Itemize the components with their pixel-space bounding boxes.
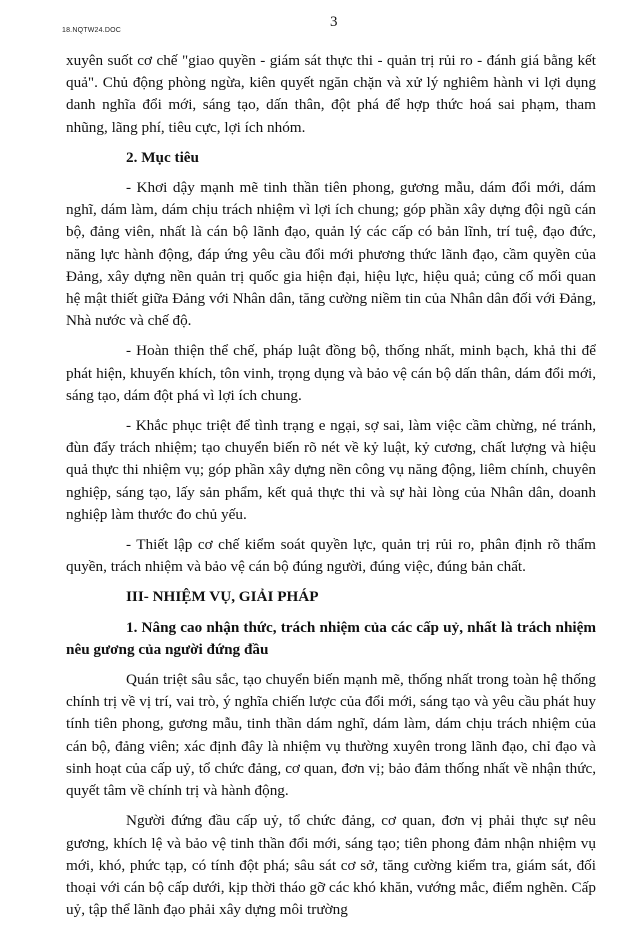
paragraph-continuation: xuyên suốt cơ chế "giao quyền - giám sát thực thi - quản trị rủi ro - đánh giá bằng kết quả". Chủ động phòng ngừa, kiên quyết ngăn chặn và xử lý nghiêm hành vi lợi dụng danh nghĩa đổi mới, sáng tạo, dấn thân, đột phá để hợp thức hoá sai phạm, tham nhũng, lãng phí, tiêu cực, lợi ích nhóm. — [66, 52, 596, 136]
document-code: 18.NQTW24.DOC — [62, 27, 121, 34]
paragraph-objective-2: - Hoàn thiện thể chế, pháp luật đồng bộ, thống nhất, minh bạch, khả thi để phát hiện, khuyến khích, tôn vinh, trọng dụng và bảo vệ cán bộ dấn thân, dám đổi mới, sáng tạo, dám đột phá vì lợi ích chung. — [66, 342, 596, 404]
document-body — [66, 50, 596, 929]
paragraph-objective-4: - Thiết lập cơ chế kiểm soát quyền lực, quản trị rủi ro, phân định rõ thẩm quyền, trách nhiệm và bảo vệ cán bộ đúng người, đúng việc, đúng bản chất. — [66, 536, 596, 576]
subsection-heading-awareness: 1. Nâng cao nhận thức, trách nhiệm của các cấp uỷ, nhất là trách nhiệm nêu gương của người đứng đầu — [66, 618, 596, 658]
section-heading-objectives: 2. Mục tiêu — [126, 148, 199, 166]
paragraph-awareness-2: Người đứng đầu cấp uỷ, tổ chức đảng, cơ quan, đơn vị phải thực sự nêu gương, khích lệ và bảo vệ tinh thần đổi mới, sáng tạo; tiên phong đảm nhận nhiệm vụ mới, khó, phức tạp, có tính đột phá; sâu sát cơ sở, tăng cường kiểm tra, giám sát, đối thoại với cán bộ cấp dưới, kịp thời tháo gỡ các khó khăn, vướng mắc, điểm nghẽn. Cấp uỷ, tập thể lãnh đạo phải xây dựng môi trường — [66, 812, 596, 919]
page-number: 3 — [330, 14, 338, 30]
section-heading-tasks: III- NHIỆM VỤ, GIẢI PHÁP — [126, 588, 319, 606]
paragraph-awareness-1: Quán triệt sâu sắc, tạo chuyển biến mạnh mẽ, thống nhất trong toàn hệ thống chính trị về vị trí, vai trò, ý nghĩa chiến lược của đổi mới, sáng tạo và yêu cầu phát huy tính tiên phong, gương mẫu, tinh thần dám nghĩ, dám làm, dám chịu trách nhiệm của cán bộ, đảng viên; xác định đây là nhiệm vụ thường xuyên trong lãnh đạo, chỉ đạo và sinh hoạt của cấp uỷ, tổ chức đảng, cơ quan, đơn vị; bảo đảm thống nhất về nhận thức, quyết tâm về chính trị và hành động. — [66, 671, 596, 800]
paragraph-objective-1: - Khơi dậy mạnh mẽ tinh thần tiên phong, gương mẫu, dám đổi mới, dám nghĩ, dám làm, dám chịu trách nhiệm vì lợi ích chung; góp phần xây dựng đội ngũ cán bộ, đảng viên, nhất là cán bộ lãnh đạo, quản lý các cấp có bản lĩnh, trí tuệ, đạo đức, năng lực hành động, đáp ứng yêu cầu đổi mới phương thức lãnh đạo, cầm quyền của Đảng, xây dựng nền quản trị quốc gia hiện đại, hiệu lực, hiệu quả; củng cố mối quan hệ mật thiết giữa Đảng với Nhân dân, tăng cường niềm tin của Nhân dân đối với Đảng, Nhà nước và chế độ. — [66, 179, 596, 330]
paragraph-objective-3: - Khắc phục triệt để tình trạng e ngại, sợ sai, làm việc cầm chừng, né tránh, đùn đẩy trách nhiệm; tạo chuyển biến rõ nét về kỷ luật, kỷ cương, chất lượng và hiệu quả thực thi nhiệm vụ; góp phần xây dựng nền công vụ năng động, liêm chính, chuyên nghiệp, sáng tạo, lấy sản phẩm, kết quả thực thi và sự hài lòng của Nhân dân, doanh nghiệp làm thước đo chủ yếu. — [66, 417, 596, 523]
